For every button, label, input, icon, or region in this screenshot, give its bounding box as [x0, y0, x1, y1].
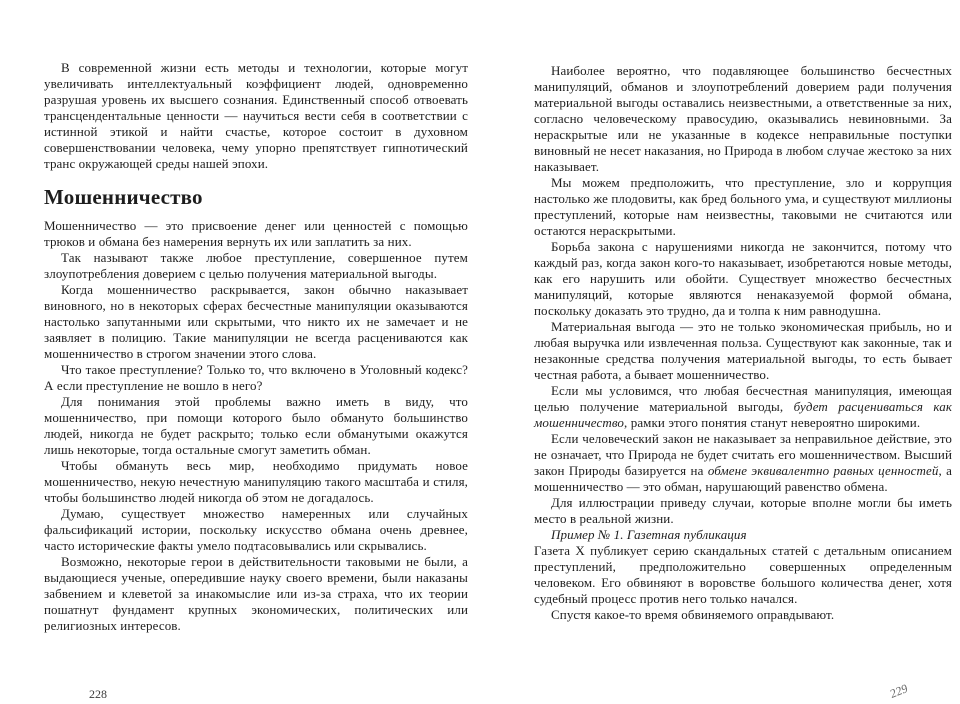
paragraph: Возможно, некоторые герои в действительности таковыми не были, а выдающиеся ученые, опередившие науку своего времени, были наказаны забвением и клеветой за инакомыслие или из-за страха, что их теории пошатнут фундамент крупных экономических, политических или религиозных интересов.	[44, 554, 468, 633]
paragraph: Что такое преступление? Только то, что включено в Уголовный кодекс? А если преступление не вошло в него?	[44, 362, 468, 393]
paragraph: Для понимания этой проблемы важно иметь в виду, что мошенничество, при помощи которого было обмануто большинство людей, никогда не будет раскрыто; только если обманутыми окажутся лишь некоторые, тогда остальные смогут заметить обман.	[44, 394, 468, 457]
page-number-right: 229	[888, 680, 909, 702]
right-page-text	[534, 63, 952, 623]
example-heading: Пример № 1. Газетная публикация	[551, 527, 747, 542]
paragraph: Так называют также любое преступление, совершенное путем злоупотребления доверием с целью получения материальной выгоды.	[44, 250, 468, 281]
right-page	[534, 0, 952, 704]
paragraph: Мы можем предположить, что преступление, зло и коррупция настолько же плодовиты, как бред больного ума, и существуют миллионы преступлений, которые нам неизвестны, таковыми не считаются или остаются нераскрытыми.	[534, 175, 952, 238]
paragraph: Мошенничество — это присвоение денег или ценностей с помощью трюков и обмана без намерения вернуть их или заплатить за них.	[44, 218, 468, 249]
paragraph: Думаю, существует множество намеренных или случайных фальсификаций истории, поскольку искусство обмана очень древнее, часто исторические факты умело подтасовывались или скрывались.	[44, 506, 468, 553]
paragraph-segment: Если человеческий закон не наказывает за неправильное действие, это не означает, что Природа не будет считать его мошенничеством. Высший закон Природы базируется на	[534, 431, 952, 478]
paragraph: Материальная выгода — это не только экономическая прибыль, но и любая выручка или извлеченная польза. Существуют как законные, так и незаконные средства получения материальной выгоды, то есть бывает честная работа, а бывает мошенничество.	[534, 319, 952, 382]
paragraph: Спустя какое-то время обвиняемого оправдывают.	[551, 607, 835, 622]
paragraph-with-italic	[534, 383, 952, 431]
left-page-text	[44, 60, 468, 634]
paragraph-segment: Если мы условимся, что любая бесчестная манипуляция, имеющая целью получение материальной выгоды,	[534, 383, 952, 414]
page-number-left: 228	[89, 687, 107, 701]
paragraph-segment: , а мошенничество — это обман, нарушающий равенство обмена.	[534, 463, 952, 494]
paragraph: Наиболее вероятно, что подавляющее большинство бесчестных манипуляций, обманов и злоупотреблений доверием ради получения материальной выгоды оставались неизвестными, а ответственные за них, согласно человеческому правосудию, оказывались невиновными. За нераскрытые или не указанные в кодексе неправильные поступки виновный не несет наказания, но Природа в любом случае жестоко за них наказывает.	[534, 63, 952, 174]
section-heading: Мошенничество	[44, 185, 203, 209]
paragraph: Чтобы обмануть весь мир, необходимо придумать новое мошенничество, некую нечестную манипуляцию такого масштаба и стиля, чтобы большинство людей никогда об этом не догадалось.	[44, 458, 468, 505]
intro-paragraph: В современной жизни есть методы и технологии, которые могут увеличивать интеллектуальный коэффициент людей, одновременно разрушая уровень их высшего сознания. Единственный способ отвоевать трансцендентальные ценности — научиться вести себя в соответствии с истинной этикой и найти счастье, которое состоит в духовном совершенствовании человека, чему упорно препятствует гипнотический транс окружающей среды нашей эпохи.	[44, 60, 468, 171]
paragraph: Газета X публикует серию скандальных статей с детальным описанием преступлений, предположительно совершенных определенным человеком. Его обвиняют в воровстве большого количества денег, хотя судебный процесс против него только начался.	[534, 543, 952, 606]
paragraph: Борьба закона с нарушениями никогда не закончится, потому что каждый раз, когда закон кого-то наказывает, изобретаются новые методы, как его нарушить или обойти. Существует множество бесчестных манипуляций, которые являются ненаказуемой формой обмана, поскольку доказать это трудно, да и толпа к ним равнодушна.	[534, 239, 952, 318]
left-page	[44, 0, 468, 704]
paragraph-segment: , рамки этого понятия станут невероятно широкими.	[624, 415, 921, 430]
paragraph-with-italic	[534, 431, 952, 495]
paragraph: Когда мошенничество раскрывается, закон обычно наказывает виновного, но в некоторых сферах бесчестные манипуляции оказываются настолько запутанными или скрытыми, что никто их не замечает и не заявляет в полицию. Такие манипуляции не всегда расцениваются как мошенничество в строгом значении этого слова.	[44, 282, 468, 361]
italic-phrase: обмене эквивалентно равных ценностей	[707, 463, 939, 478]
paragraph: Для иллюстрации приведу случаи, которые вполне могли бы иметь место в реальной жизни.	[534, 495, 952, 526]
italic-phrase: будет расцениваться как мошенничество	[534, 399, 952, 430]
